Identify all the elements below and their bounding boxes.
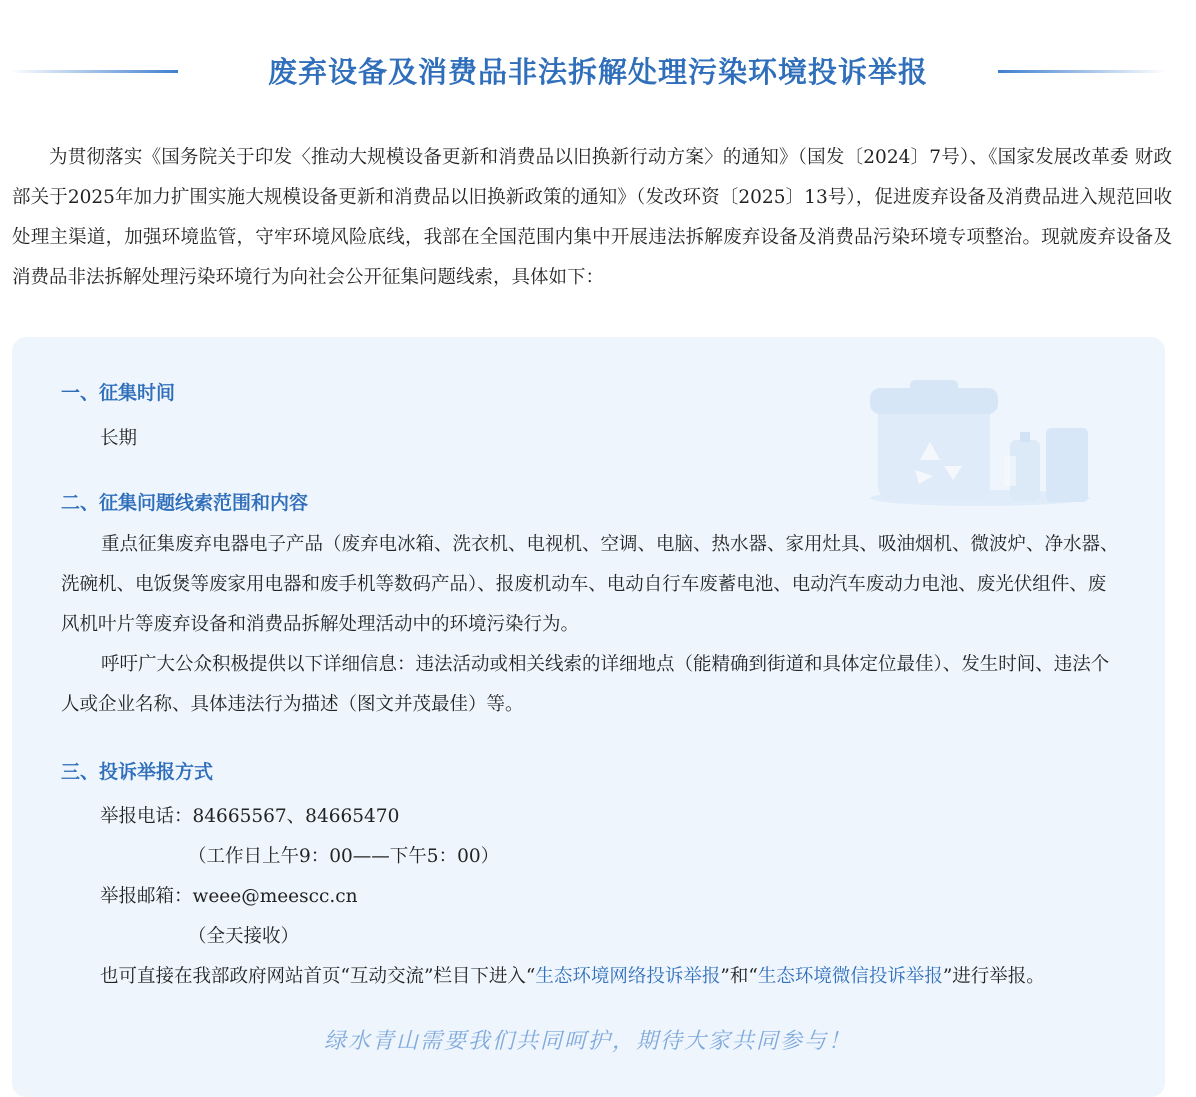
phone-numbers: 84665567、84665470 xyxy=(192,806,400,827)
phone-row xyxy=(100,802,399,828)
section-2-paragraph-2: 呼吁广大公众积极提供以下详细信息：违法活动或相关线索的详细地点（能精确到街道和具体定位最佳）、发生时间、违法个人或企业名称、具体违法行为描述（图文并茂最佳）等。 xyxy=(61,654,1110,715)
page-title: 废弃设备及消费品非法拆解处理污染环境投诉举报 xyxy=(267,55,928,89)
recycling-bin-illustration xyxy=(860,370,1100,510)
direct-report-line xyxy=(100,962,1045,988)
section-2-title: 二、征集问题线索范围和内容 xyxy=(61,492,309,514)
phone-hours: （工作日上午9：00——下午5：00） xyxy=(188,846,500,867)
direct-report-prefix: 也可直接在我部政府网站首页“互动交流”栏目下进入“ xyxy=(100,966,536,987)
section-3-title: 三、投诉举报方式 xyxy=(61,761,214,783)
title-decoration-right xyxy=(998,70,1166,73)
slogan: 绿水青山需要我们共同呵护，期待大家共同参与！ xyxy=(323,1029,852,1054)
section-1-title: 一、征集时间 xyxy=(61,382,176,404)
wechat-complaint-link[interactable]: 生态环境微信投诉举报 xyxy=(757,966,943,987)
email-row xyxy=(100,882,358,908)
intro-paragraph: 为贯彻落实《国务院关于印发〈推动大规模设备更新和消费品以旧换新行动方案〉的通知》（国发〔2024〕7号）、《国家发展改革委 财政部关于2025年加力扩围实施大规模设备更新和消费品以旧换新政策的通知》（发改环资〔2025〕13号），促进废弃设备及消费品进入规范回收处理主渠道，加强环境监管，守牢环境风险底线，我部在全国范围内集中开展违法拆解废弃设备及消费品污染环境专项整治。现就废弃设备及消费品非法拆解处理污染环境行为向社会公开征集问题线索，具体如下： xyxy=(12,147,1172,288)
direct-report-mid: ”和“ xyxy=(720,966,758,987)
email-label: 举报邮箱： xyxy=(100,886,193,907)
network-complaint-link[interactable]: 生态环境网络投诉举报 xyxy=(535,966,721,987)
direct-report-suffix: ”进行举报。 xyxy=(942,966,1045,987)
email-address[interactable]: weee@meescc.cn xyxy=(192,886,358,907)
email-hours: （全天接收） xyxy=(188,926,300,947)
phone-label: 举报电话： xyxy=(100,806,193,827)
section-2-paragraph-1: 重点征集废弃电器电子产品（废弃电冰箱、洗衣机、电视机、空调、电脑、热水器、家用灶具、吸油烟机、微波炉、净水器、洗碗机、电饭煲等废家用电器和废手机等数码产品）、报废机动车、电动自行车废蓄电池、电动汽车废动力电池、废光伏组件、废风机叶片等废弃设备和消费品拆解处理活动中的环境污染行为。 xyxy=(61,534,1119,635)
title-row xyxy=(0,40,1196,104)
collection-period: 长期 xyxy=(100,428,138,449)
